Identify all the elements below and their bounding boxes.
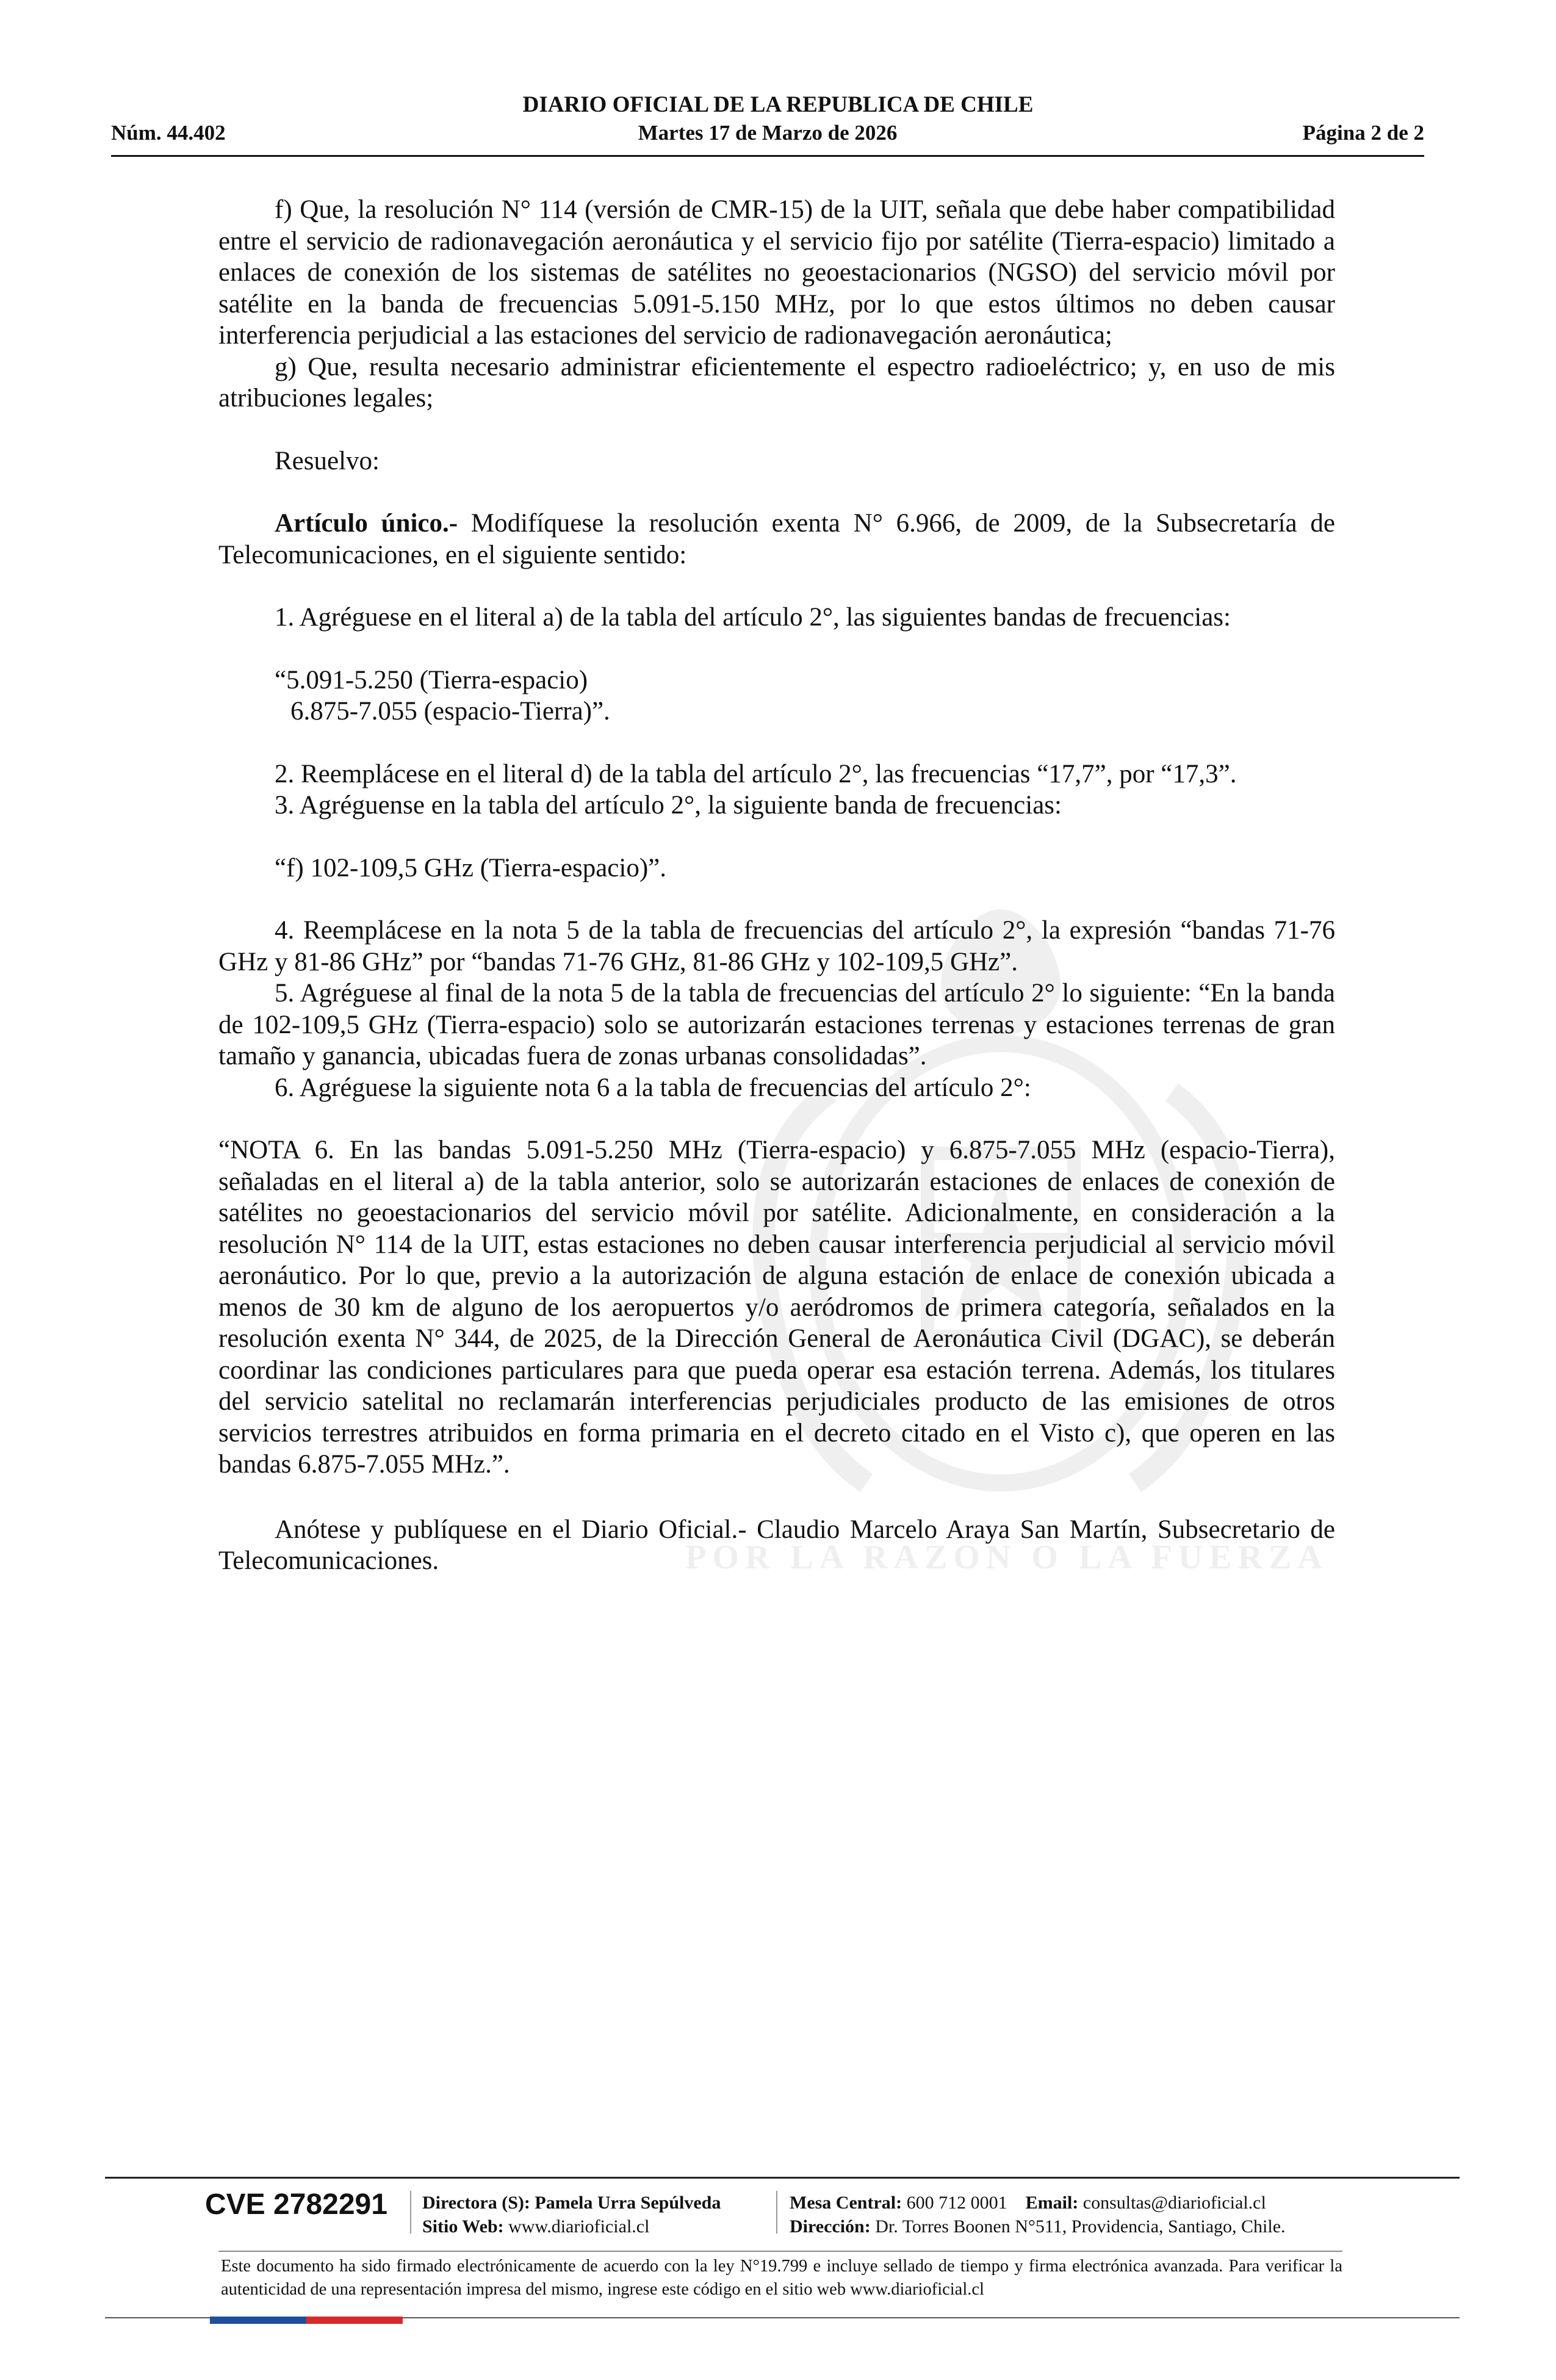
cve-code: CVE 2782291: [205, 2188, 387, 2221]
footer-divider-middle: [218, 2251, 1342, 2252]
item-5: 5. Agréguese al final de la nota 5 de la tabla de frecuencias del artículo 2° lo siguiente: “En la banda de 102-109,5 GHz (Tierra-espacio) solo se autorizarán estaciones terrenas y estaciones terrenas de gran tamaño y ganancia, ubicadas fuera de zonas urbanas consolidadas”.: [218, 979, 1335, 1070]
mesa-value: 600 712 0001: [906, 2193, 1007, 2213]
page-indicator: Página 2 de 2: [1302, 121, 1424, 145]
sitio-web-link[interactable]: www.diarioficial.cl: [508, 2216, 650, 2237]
item-6: 6. Agréguese la siguiente nota 6 a la tabla de frecuencias del artículo 2°:: [275, 1073, 1031, 1102]
email-link[interactable]: consultas@diarioficial.cl: [1082, 2193, 1266, 2213]
footer-separator: [410, 2191, 411, 2234]
item-3: 3. Agréguense en la tabla del artículo 2°, la siguiente banda de frecuencias:: [275, 791, 1062, 820]
mesa-label: Mesa Central:: [790, 2193, 902, 2213]
footer-contact-info: [790, 2191, 1286, 2238]
direccion-value: Dr. Torres Boonen N°511, Providencia, Santiago, Chile.: [875, 2216, 1286, 2237]
issue-number: Núm. 44.402: [111, 121, 226, 145]
item-3-quote: “f) 102-109,5 GHz (Tierra-espacio)”.: [275, 853, 666, 882]
header-divider: [111, 155, 1424, 157]
item-1-quote-line-2: 6.875-7.055 (espacio-Tierra)”.: [290, 697, 610, 726]
articulo-unico: [218, 508, 1335, 571]
item-2: 2. Reemplácese en el literal d) de la tabla del artículo 2°, las frecuencias “17,7”, por “17,3”.: [275, 759, 1237, 788]
closing-signature: Anótese y publíquese en el Diario Oficial.- Claudio Marcelo Araya San Martín, Subsecretario de Telecomunicaciones.: [218, 1515, 1335, 1575]
flag-red-segment: [306, 2317, 403, 2324]
newspaper-title: DIARIO OFICIAL DE LA REPUBLICA DE CHILE: [522, 92, 1034, 117]
footer-editor-info: [422, 2191, 721, 2238]
articulo-text: Modifíquese la resolución exenta N° 6.966, de 2009, de la Subsecretaría de Telecomunicaciones, en el siguiente sentido:: [218, 509, 1335, 569]
resuelvo-heading: Resuelvo:: [275, 446, 380, 475]
sitio-label: Sitio Web:: [422, 2216, 504, 2237]
item-1: 1. Agréguese en el literal a) de la tabla del artículo 2°, las siguientes bandas de frecuencias:: [275, 603, 1231, 632]
watermark-motto: POR LA RAZON O LA FUERZA: [685, 1538, 1328, 1576]
direccion-label: Dirección:: [790, 2216, 871, 2237]
footer-divider-top: [105, 2177, 1460, 2179]
header-row: [111, 121, 1424, 150]
item-4: 4. Reemplácese en la nota 5 de la tabla de frecuencias del artículo 2°, la expresión “bandas 71-76 GHz y 81-86 GHz” por “bandas 71-76 GHz, 81-86 GHz y 102-109,5 GHz”.: [218, 916, 1335, 976]
directora-name: Pamela Urra Sepúlveda: [535, 2193, 721, 2213]
issue-date: Martes 17 de Marzo de 2026: [638, 121, 898, 145]
footer-separator: [776, 2191, 777, 2234]
articulo-label: Artículo único.-: [275, 509, 458, 538]
paragraph-f: f) Que, la resolución N° 114 (versión de CMR-15) de la UIT, señala que debe haber compatibilidad entre el servicio de radionavegación aeronáutica y el servicio fijo por satélite (Tierra-espacio) limitado a enlaces de conexión de los sistemas de satélites no geoestacionarios (NGSO) del servicio móvil por satélite en la banda de frecuencias 5.091-5.150 MHz, por lo que estos últimos no deben causar interferencia perjudicial a las estaciones del servicio de radionavegación aeronáutica;: [218, 195, 1335, 350]
document-body: [218, 194, 1335, 1577]
email-label: Email:: [1025, 2193, 1079, 2213]
paragraph-g: g) Que, resulta necesario administrar eficientemente el espectro radioeléctrico; y, en uso de mis atribuciones legales;: [218, 352, 1335, 413]
signature-notice: Este documento ha sido firmado electrónicamente de acuerdo con la ley N°19.799 e incluye sellado de tiempo y firma electrónica avanzada. Para verificar la autenticidad de una representación impresa del mismo, ingrese este código en el sitio web www.diarioficial.cl: [221, 2257, 1342, 2299]
item-1-quote-line-1: “5.091-5.250 (Tierra-espacio): [275, 665, 588, 694]
directora-label: Directora (S):: [422, 2193, 530, 2213]
flag-blue-segment: [210, 2317, 306, 2324]
flag-stripe: [210, 2316, 403, 2323]
nota-6: “NOTA 6. En las bandas 5.091-5.250 MHz (Tierra-espacio) y 6.875-7.055 MHz (espacio-Tierra), señaladas en el literal a) de la tabla anterior, solo se autorizarán estaciones de enlaces de conexión de satélites no geoestacionarios del servicio móvil por satélite. Adicionalmente, en consideración a la resolución N° 114 de la UIT, estas estaciones no deben causar interferencia perjudicial al servicio móvil aeronáutico. Por lo que, previo a la autorización de alguna estación de enlace de conexión ubicada a menos de 30 km de alguno de los aeropuertos y/o aeródromos de primera categoría, señalados en la resolución exenta N° 344, de 2025, de la Dirección General de Aeronáutica Civil (DGAC), se deberán coordinar las condiciones particulares para que pueda operar esa estación terrena. Además, los titulares del servicio satelital no reclamarán interferencias perjudiciales producto de las emisiones de otros servicios terrestres atribuidos en forma primaria en el decreto citado en el Visto c), que operen en las bandas 6.875-7.055 MHz.”.: [218, 1136, 1335, 1479]
